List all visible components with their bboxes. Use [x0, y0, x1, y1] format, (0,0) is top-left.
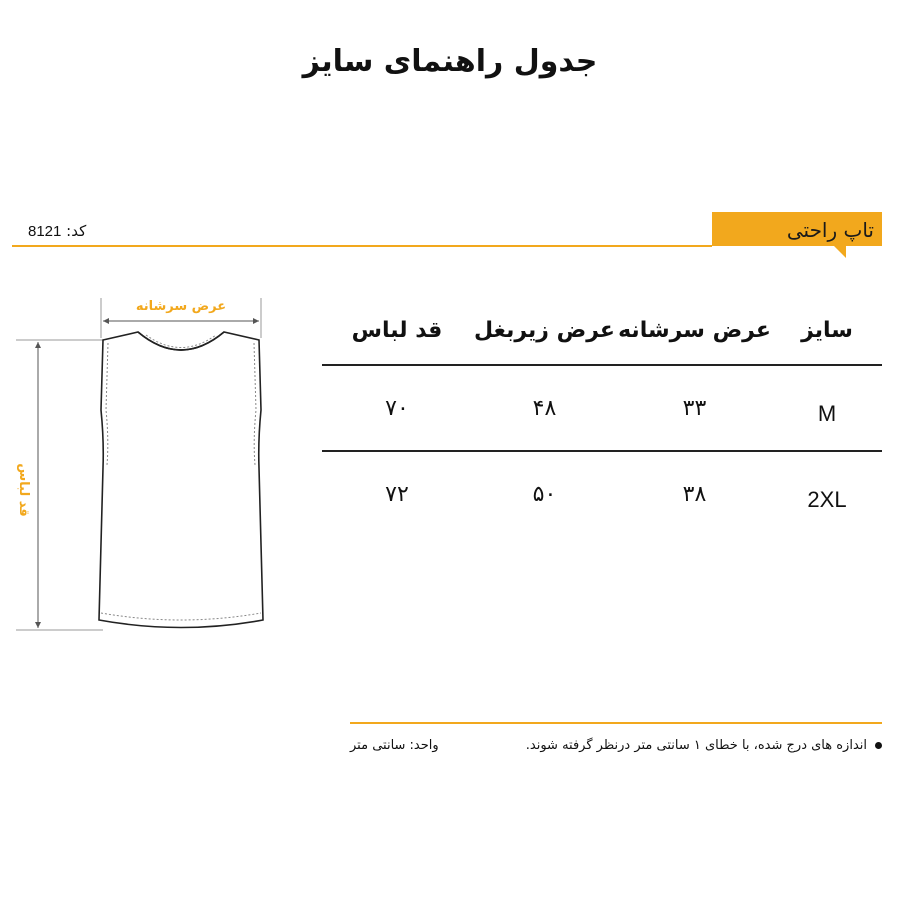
- cell-size: M: [772, 365, 882, 451]
- product-code: [28, 222, 86, 240]
- cell-shoulder-width: ۳۳: [617, 365, 772, 451]
- cell-length: ۷۰: [322, 365, 472, 451]
- length-label: قد لباس: [16, 463, 31, 517]
- page-title: جدول راهنمای سایز: [302, 44, 598, 79]
- length-arrow-top-icon: [35, 342, 41, 348]
- product-code-value: 8121: [28, 223, 62, 240]
- tolerance-note-text: اندازه های درج شده، با خطای ۱ سانتی متر درنظر گرفته شوند.: [525, 738, 867, 753]
- shoulder-arrow-left-icon: [103, 318, 109, 324]
- table-row: [322, 365, 882, 451]
- header-size: سایز: [772, 296, 882, 365]
- cell-chest-width: ۴۸: [472, 365, 617, 451]
- tank-top-outline: [99, 332, 263, 628]
- shoulder-arrow-right-icon: [253, 318, 259, 324]
- product-tag-tail: [834, 246, 846, 258]
- header-chest-width: عرض زیربغل: [472, 296, 617, 365]
- size-table-header-row: [322, 296, 882, 365]
- header-divider: [12, 245, 712, 247]
- product-code-label: کد:: [66, 222, 87, 240]
- garment-diagram: [0, 280, 300, 640]
- table-row: [322, 451, 882, 536]
- bullet-icon: [875, 742, 882, 749]
- cell-size: 2XL: [807, 487, 847, 512]
- product-name-tag: تاپ راحتی: [712, 212, 882, 246]
- cell-length: ۷۲: [385, 481, 409, 507]
- size-table: [322, 296, 882, 536]
- unit-note: واحد: سانتی متر: [350, 738, 439, 753]
- cell-shoulder-width: ۳۸: [682, 481, 707, 507]
- footer-divider: [350, 722, 882, 724]
- header-length: قد لباس: [322, 296, 472, 365]
- cell-chest-width: ۵۰: [532, 481, 557, 507]
- header-shoulder-width: عرض سرشانه: [617, 296, 772, 365]
- length-arrow-bottom-icon: [35, 622, 41, 628]
- tolerance-note: [526, 738, 882, 753]
- shoulder-width-label: عرض سرشانه: [135, 299, 227, 314]
